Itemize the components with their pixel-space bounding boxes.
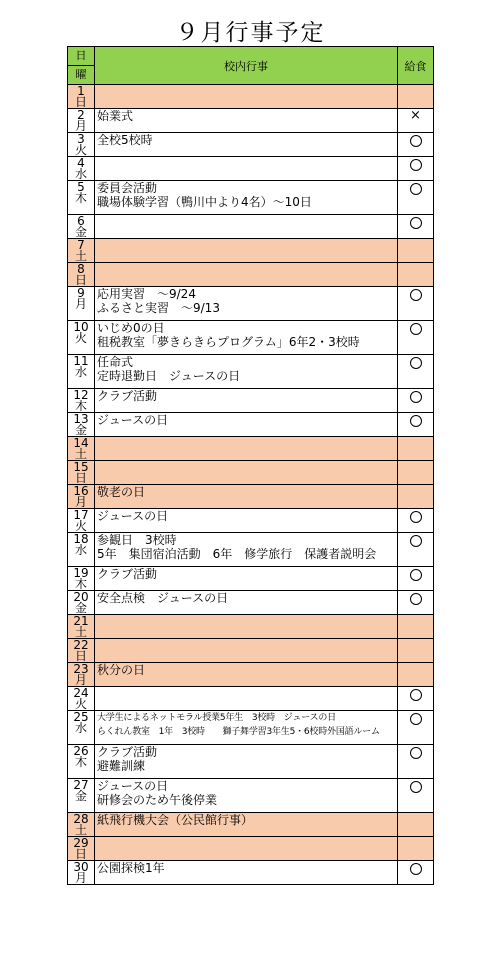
event-text: 参観日 3校時 [97, 533, 177, 547]
date-cell [68, 485, 95, 509]
header-row [68, 47, 434, 85]
date-number: 7 [77, 238, 85, 252]
date-number: 26 [73, 744, 89, 758]
weekday: 金 [74, 789, 87, 803]
weekday: 金 [74, 601, 87, 615]
event-text: 定時退勤日 ジュースの日 [97, 369, 241, 383]
event-text: クラブ活動 [97, 567, 158, 581]
table-row [68, 687, 434, 711]
events-cell [95, 321, 398, 355]
date-cell [68, 287, 95, 321]
date-number: 25 [73, 710, 89, 724]
date-number: 20 [73, 590, 89, 604]
lunch-served-icon [410, 415, 422, 427]
lunch-cell [398, 639, 434, 663]
table-row [68, 389, 434, 413]
schedule-table [67, 46, 434, 885]
date-number: 21 [73, 614, 89, 628]
date-number: 23 [73, 662, 89, 676]
date-cell [68, 687, 95, 711]
date-cell [68, 837, 95, 861]
date-cell [68, 639, 95, 663]
event-text: 大学生によるネットモラル授業5年生 3校時 ジュースの日 [97, 713, 336, 723]
lunch-cell [398, 85, 434, 109]
weekday: 金 [74, 225, 87, 239]
weekday: 日 [74, 847, 87, 861]
lunch-cell [398, 355, 434, 389]
header-events: 校内行事 [95, 47, 398, 85]
header-lunch: 給食 [398, 47, 434, 85]
event-text: 委員会活動 [97, 181, 158, 195]
date-number: 30 [73, 860, 89, 874]
table-row [68, 321, 434, 355]
lunch-cell [398, 263, 434, 287]
weekday: 日 [74, 95, 87, 109]
weekday: 月 [74, 871, 87, 885]
date-number: 16 [73, 484, 89, 498]
date-cell [68, 591, 95, 615]
date-number: 27 [73, 778, 89, 792]
date-number: 17 [73, 508, 89, 522]
event-text: ジュースの日 [97, 779, 169, 793]
table-row [68, 813, 434, 837]
events-cell [95, 837, 398, 861]
date-cell [68, 321, 95, 355]
date-cell [68, 509, 95, 533]
lunch-cell [398, 711, 434, 745]
date-cell [68, 779, 95, 813]
date-cell [68, 263, 95, 287]
table-row [68, 591, 434, 615]
table-row [68, 109, 434, 133]
lunch-served-icon [410, 511, 422, 523]
date-cell [68, 133, 95, 157]
lunch-cell [398, 321, 434, 355]
weekday: 水 [74, 543, 87, 557]
page-title: ９月行事予定 [175, 20, 326, 46]
weekday: 木 [74, 399, 87, 413]
event-text: 研修会のため午後停業 [97, 793, 218, 807]
table-row [68, 85, 434, 109]
date-cell [68, 711, 95, 745]
table-row [68, 779, 434, 813]
date-cell [68, 157, 95, 181]
events-cell [95, 687, 398, 711]
lunch-cell [398, 663, 434, 687]
date-cell [68, 355, 95, 389]
events-cell [95, 813, 398, 837]
weekday: 日 [74, 471, 87, 485]
events-cell [95, 239, 398, 263]
date-cell [68, 813, 95, 837]
event-text: 全校5校時 [97, 133, 153, 147]
table-row [68, 711, 434, 745]
events-cell [95, 461, 398, 485]
events-cell [95, 181, 398, 215]
lunch-served-icon [410, 535, 422, 547]
lunch-served-icon [410, 357, 422, 369]
weekday: 土 [74, 823, 87, 837]
events-cell [95, 533, 398, 567]
lunch-served-icon [410, 593, 422, 605]
event-text: 5年 集団宿泊活動 6年 修学旅行 保護者説明会 [97, 547, 377, 561]
weekday: 木 [74, 755, 87, 769]
lunch-served-icon [410, 713, 422, 725]
table-row [68, 485, 434, 509]
date-cell [68, 861, 95, 885]
weekday: 火 [74, 331, 87, 345]
event-text: ジュースの日 [97, 413, 169, 427]
date-cell [68, 413, 95, 437]
event-text: クラブ活動 [97, 745, 158, 759]
table-row [68, 533, 434, 567]
lunch-cell [398, 133, 434, 157]
lunch-cell [398, 591, 434, 615]
lunch-served-icon [410, 689, 422, 701]
date-cell [68, 745, 95, 779]
table-row [68, 355, 434, 389]
events-cell [95, 389, 398, 413]
date-cell [68, 615, 95, 639]
table-row [68, 509, 434, 533]
lunch-cell [398, 567, 434, 591]
date-number: 15 [73, 460, 89, 474]
weekday: 月 [74, 673, 87, 687]
table-row [68, 861, 434, 885]
event-text: ジュースの日 [97, 509, 169, 523]
event-text: らくれん教室 1年 3校時 獅子舞学習3年生5・6校時外国語ルーム [97, 727, 380, 737]
lunch-served-icon [410, 217, 422, 229]
lunch-served-icon [410, 569, 422, 581]
lunch-cell [398, 485, 434, 509]
table-row [68, 615, 434, 639]
events-cell [95, 437, 398, 461]
lunch-cell [398, 779, 434, 813]
date-cell [68, 663, 95, 687]
date-number: 2 [77, 108, 85, 122]
date-number: 8 [77, 262, 85, 276]
table-row [68, 461, 434, 485]
events-cell [95, 157, 398, 181]
event-text: 職場体験学習（鴨川中より4名）～10日 [97, 195, 312, 209]
date-number: 14 [73, 436, 89, 450]
event-text: 応用実習 ～9/24 [97, 287, 196, 301]
table-row [68, 413, 434, 437]
weekday: 水 [74, 365, 87, 379]
events-cell [95, 355, 398, 389]
events-cell [95, 591, 398, 615]
event-text: 租税教室「夢きらきらプログラム」6年2・3校時 [97, 335, 360, 349]
weekday: 金 [74, 423, 87, 437]
event-text: ふるさと実習 ～9/13 [97, 301, 220, 315]
event-text: 始業式 [97, 109, 134, 123]
lunch-cell [398, 533, 434, 567]
table-row [68, 133, 434, 157]
events-cell [95, 133, 398, 157]
weekday: 水 [74, 721, 87, 735]
lunch-cell [398, 215, 434, 239]
events-cell [95, 745, 398, 779]
events-cell [95, 639, 398, 663]
events-cell [95, 287, 398, 321]
weekday: 月 [74, 495, 87, 509]
table-row [68, 567, 434, 591]
lunch-served-icon [410, 781, 422, 793]
table-row [68, 437, 434, 461]
weekday: 日 [74, 273, 87, 287]
lunch-served-icon [410, 863, 422, 875]
date-number: 9 [77, 286, 85, 300]
lunch-cell [398, 461, 434, 485]
date-number: 24 [73, 686, 89, 700]
weekday: 木 [74, 577, 87, 591]
event-text: 公園探検1年 [97, 861, 165, 875]
date-number: 13 [73, 412, 89, 426]
date-number: 29 [73, 836, 89, 850]
date-number: 5 [77, 180, 85, 194]
lunch-cell [398, 181, 434, 215]
lunch-none-mark: × [410, 108, 421, 123]
date-cell [68, 239, 95, 263]
date-cell [68, 109, 95, 133]
header-weekday-label: 曜 [75, 68, 87, 81]
table-row [68, 215, 434, 239]
date-cell [68, 437, 95, 461]
table-row [68, 639, 434, 663]
date-number: 4 [77, 156, 85, 170]
lunch-served-icon [410, 747, 422, 759]
lunch-cell [398, 615, 434, 639]
events-cell [95, 663, 398, 687]
lunch-cell [398, 287, 434, 321]
lunch-cell [398, 239, 434, 263]
events-cell [95, 711, 398, 745]
date-number: 6 [77, 214, 85, 228]
events-cell [95, 567, 398, 591]
date-number: 1 [77, 84, 85, 98]
weekday: 土 [74, 625, 87, 639]
date-cell [68, 181, 95, 215]
date-number: 11 [73, 354, 89, 368]
events-cell [95, 109, 398, 133]
lunch-served-icon [410, 289, 422, 301]
weekday: 土 [74, 249, 87, 263]
table-row [68, 837, 434, 861]
lunch-cell [398, 509, 434, 533]
lunch-served-icon [410, 183, 422, 195]
date-number: 18 [73, 532, 89, 546]
lunch-cell [398, 745, 434, 779]
weekday: 土 [74, 447, 87, 461]
events-cell [95, 615, 398, 639]
lunch-cell [398, 109, 434, 133]
lunch-cell [398, 687, 434, 711]
weekday: 火 [74, 519, 87, 533]
date-cell [68, 389, 95, 413]
date-cell [68, 533, 95, 567]
date-number: 28 [73, 812, 89, 826]
date-cell [68, 461, 95, 485]
date-cell [68, 567, 95, 591]
weekday: 火 [74, 697, 87, 711]
weekday: 火 [74, 143, 87, 157]
lunch-cell [398, 389, 434, 413]
events-cell [95, 215, 398, 239]
weekday: 水 [74, 167, 87, 181]
table-row [68, 157, 434, 181]
event-text: いじめ0の日 [97, 321, 165, 335]
lunch-cell [398, 837, 434, 861]
events-cell [95, 779, 398, 813]
weekday: 木 [74, 191, 87, 205]
date-number: 10 [73, 320, 89, 334]
table-row [68, 239, 434, 263]
date-number: 19 [73, 566, 89, 580]
date-cell [68, 215, 95, 239]
lunch-served-icon [410, 159, 422, 171]
lunch-cell [398, 157, 434, 181]
date-number: 12 [73, 388, 89, 402]
table-row [68, 263, 434, 287]
event-text: 任命式 [97, 355, 134, 369]
lunch-served-icon [410, 135, 422, 147]
header-day-label: 日 [68, 47, 94, 66]
event-text: 避難訓練 [97, 759, 146, 773]
table-row [68, 181, 434, 215]
date-number: 22 [73, 638, 89, 652]
events-cell [95, 509, 398, 533]
event-text: クラブ活動 [97, 389, 158, 403]
lunch-served-icon [410, 323, 422, 335]
table-row [68, 745, 434, 779]
lunch-cell [398, 813, 434, 837]
event-text: 安全点検 ジュースの日 [97, 591, 229, 605]
events-cell [95, 85, 398, 109]
date-cell [68, 85, 95, 109]
lunch-cell [398, 413, 434, 437]
weekday: 月 [74, 297, 87, 311]
lunch-cell [398, 437, 434, 461]
lunch-cell [398, 861, 434, 885]
date-number: 3 [77, 132, 85, 146]
event-text: 秋分の日 [97, 663, 146, 677]
weekday: 月 [74, 119, 87, 133]
lunch-served-icon [410, 391, 422, 403]
event-text: 敬老の日 [97, 485, 146, 499]
header-day [68, 47, 95, 85]
events-cell [95, 861, 398, 885]
events-cell [95, 263, 398, 287]
events-cell [95, 413, 398, 437]
event-text: 紙飛行機大会（公民館行事） [97, 813, 254, 827]
table-row [68, 663, 434, 687]
table-row [68, 287, 434, 321]
weekday: 日 [74, 649, 87, 663]
events-cell [95, 485, 398, 509]
